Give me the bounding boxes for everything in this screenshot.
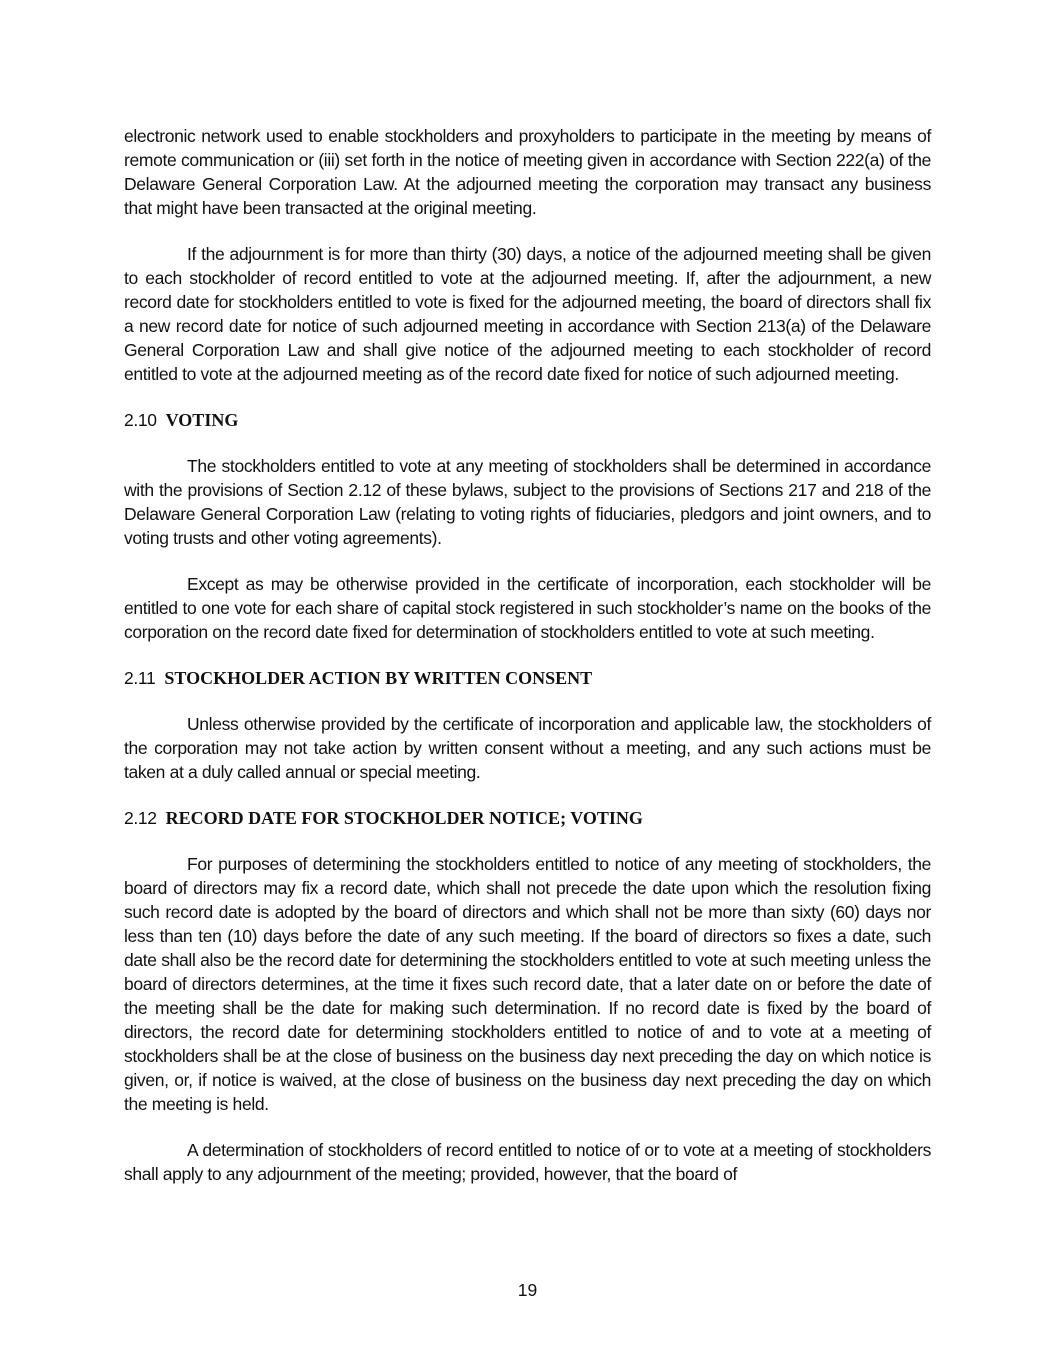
paragraph-adjournment-continued: electronic network used to enable stockholders and proxyholders to participate in the meeting by means of remote communication or (iii) set forth in the notice of meeting given in accordance with Section 222(a) of the Delaware General Corporation Law. At the adjourned meeting the corporation may transact any business that might have been transacted at the original meeting. [124, 126, 931, 218]
paragraph-record-date-determination: For purposes of determining the stockholders entitled to notice of any meeting of stockholders, the board of directors may fix a record date, which shall not precede the date upon which the resolution fixing such record date is adopted by the board of directors and which shall not be more than sixty (60) days nor less than ten (10) days before the date of any such meeting. If the board of directors so fixes a date, such date shall also be the record date for determining the stockholders entitled to vote at such meeting unless the board of directors determines, at the time it fixes such record date, that a later date on or before the date of the meeting shall be the date for making such determination. If no record date is fixed by the board of directors, the record date for determining stockholders entitled to notice of and to vote at a meeting of stockholders shall be at the close of business on the business day next preceding the day on which notice is given, or, if notice is waived, at the close of business on the business day next preceding the day on which the meeting is held. [124, 854, 931, 1114]
section-title: STOCKHOLDER ACTION BY WRITTEN CONSENT [164, 668, 593, 688]
section-title: VOTING [165, 410, 239, 430]
section-number: 2.12 [124, 808, 157, 828]
section-heading-voting [124, 408, 931, 432]
paragraph-adjournment-notice: If the adjournment is for more than thirty (30) days, a notice of the adjourned meeting shall be given to each stockholder of record entitled to vote at the adjourned meeting. If, after the adjournment, a new record date for stockholders entitled to vote is fixed for the adjourned meeting, the board of directors shall fix a new record date for notice of such adjourned meeting in accordance with Section 213(a) of the Delaware General Corporation Law and shall give notice of the adjourned meeting to each stockholder of record entitled to vote at the adjourned meeting as of the record date fixed for notice of such adjourned meeting. [124, 244, 931, 384]
paragraph-written-consent: Unless otherwise provided by the certificate of incorporation and applicable law, the stockholders of the corporation may not take action by written consent without a meeting, and any such actions must be taken at a duly called annual or special meeting. [124, 714, 931, 782]
section-number: 2.10 [124, 410, 157, 430]
section-title: RECORD DATE FOR STOCKHOLDER NOTICE; VOTING [165, 808, 643, 828]
document-page [124, 124, 931, 1208]
paragraph-record-date-adjournment: A determination of stockholders of record entitled to notice of or to vote at a meeting of stockholders shall apply to any adjournment of the meeting; provided, however, that the board of [124, 1140, 931, 1184]
paragraph-voting-determination: The stockholders entitled to vote at any meeting of stockholders shall be determined in accordance with the provisions of Section 2.12 of these bylaws, subject to the provisions of Sections 217 and 218 of the Delaware General Corporation Law (relating to voting rights of fiduciaries, pledgors and joint owners, and to voting trusts and other voting agreements). [124, 456, 931, 548]
page-number: 19 [517, 1280, 538, 1300]
paragraph-one-vote-per-share: Except as may be otherwise provided in the certificate of incorporation, each stockholder will be entitled to one vote for each share of capital stock registered in such stockholder’s name on the books of the corporation on the record date fixed for determination of stockholders entitled to vote at such meeting. [124, 574, 931, 642]
section-heading-record-date [124, 806, 931, 830]
section-heading-written-consent [124, 666, 931, 690]
section-number: 2.11 [124, 668, 156, 688]
